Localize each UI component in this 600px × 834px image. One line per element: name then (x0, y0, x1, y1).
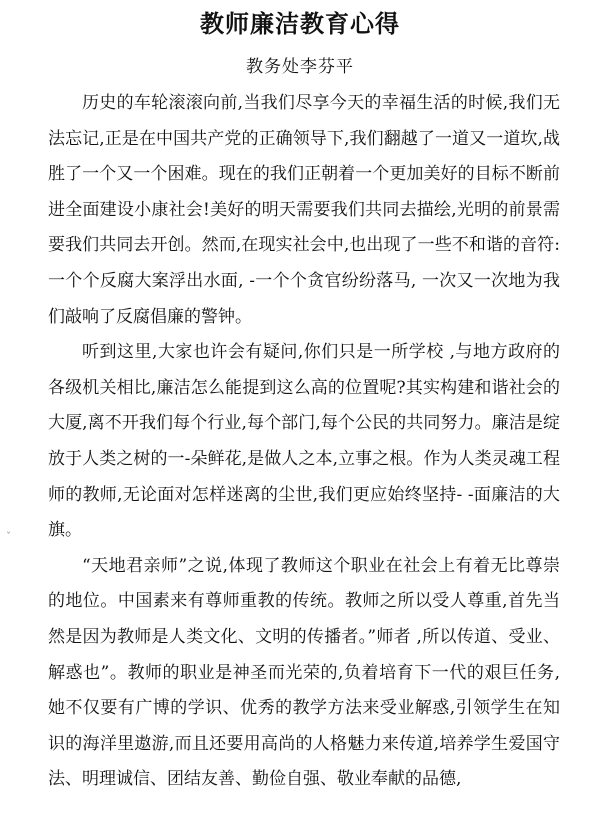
margin-mark-icon: ˇ (6, 532, 11, 543)
document-author: 教务处李芬平 (246, 57, 354, 77)
document-title: 教师廉洁教育心得 (200, 10, 400, 38)
paragraph-2: 听到这里,大家也许会有疑问,你们只是一所学校 ,与地方政府的各级机关相比,廉洁怎么能提到这么高的位置呢?其实构建和谐社会的大厦,离不开我们每个行业,每个部门,每个公民的共同努力。廉洁是绽放于人类之树的一-朵鲜花,是做人之本,立事之根。作为人类灵魂工程师的教师,无论面对怎样迷离的尘世,我们更应始终坚持- -面廉洁的大旗。 (48, 342, 560, 541)
paragraph-3: “天地君亲师”之说,体现了教师这个职业在社会上有着无比尊崇的地位。中国素来有尊师重教的传统。教师之所以受人尊重,首先当然是因为教师是人类文化、文明的传播者。”师者 ,所以传道、受业、解惑也”。教师的职业是神圣而光荣的,负着培育下一代的艰巨任务,她不仅要有广博的学识、优秀的教学方法来受业解惑,引领学生在知识的海洋里遨游,而且还要用高尚的人格魅力来传道,培养学生爱国守法、明理诚信、团结友善、勤俭自强、敬业奉献的品德, (48, 555, 560, 790)
paragraph-1: 历史的车轮滚滚向前,当我们尽享今天的幸福生活的时候,我们无法忘记,正是在中国共产党的正确领导下,我们翻越了一道又一道坎,战胜了一个又一个困难。现在的我们正朝着一个更加美好的目标不断前进全面建设小康社会!美好的明天需要我们共同去描绘,光明的前景需要我们共同去开创。然而,在现实社会中,也出现了一些不和谐的音符: 一个个反腐大案浮出水面, -一个个贪官纷纷落马, 一次又一次地为我们敲响了反腐倡廉的警钟。 (48, 93, 560, 327)
document-body (48, 86, 560, 798)
